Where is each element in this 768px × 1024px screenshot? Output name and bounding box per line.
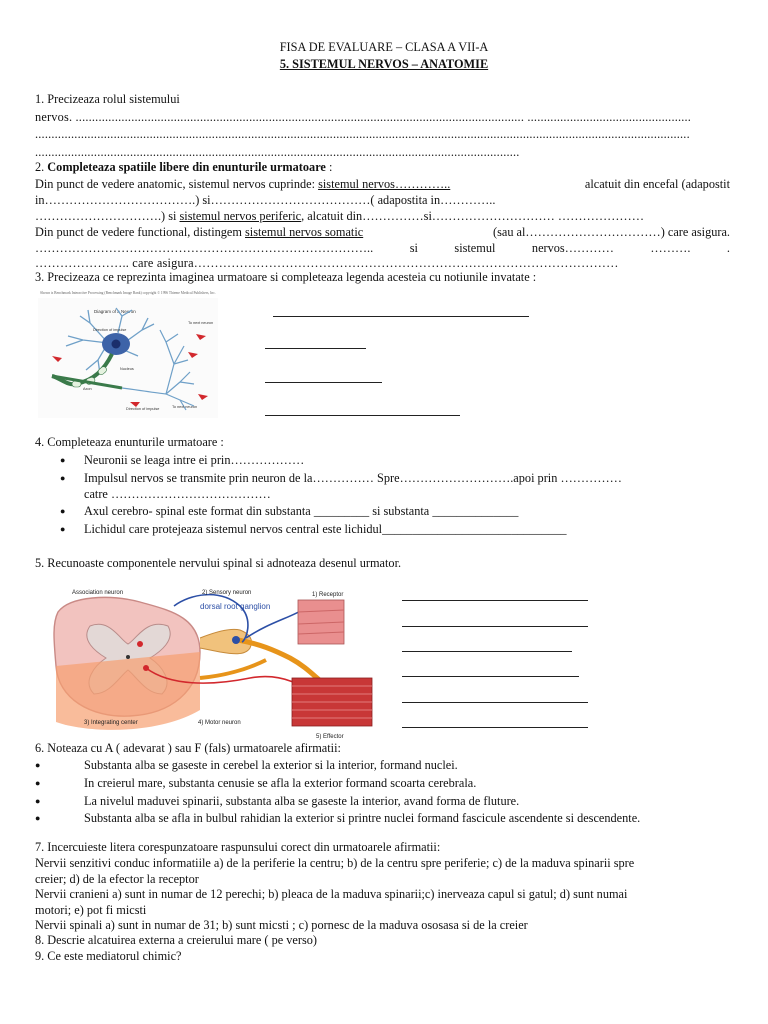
- q5-answer-line-1[interactable]: [402, 600, 588, 601]
- q4-heading: 4. Completeaza enunturile urmatoare :: [35, 435, 224, 449]
- bullet-icon: ●: [35, 813, 41, 823]
- q6-item-4: Substanta alba se afla in bulbul rahidian la exterior si printre nuclei formand fascicule ascendente si descendente.: [84, 811, 641, 825]
- q6-item-1: Substanta alba se gaseste in cerebel la exterior si la interior, formand nuclei.: [84, 758, 458, 772]
- neuron-label-next-1: To next neuron: [188, 321, 214, 325]
- q7-statement-b: Nervii cranieni a) sunt in numar de 12 perechi; b) pleaca de la maduva spinarii;c) inerveaza capul si gatul; d) sunt numai: [35, 887, 628, 901]
- q3-answer-line-4[interactable]: [265, 415, 460, 416]
- q4-item-1: Neuronii se leaga intre ei prin………………: [84, 453, 305, 467]
- label-integrating-center: 3) Integrating center: [84, 720, 138, 726]
- bullet-icon: ●: [60, 455, 66, 465]
- q2-line-5: ……………………………………………………………………….. si sistemul nervos………… ………. .: [35, 241, 730, 255]
- neuron-diagram-background: [38, 298, 218, 418]
- bullet-icon: ●: [35, 760, 41, 770]
- q4-item-4: Lichidul care protejeaza sistemul nervos central este lichidul______________________________: [84, 522, 567, 536]
- q6-item-3: La nivelul maduvei spinarii, substanta alba se gaseste la interior, avand forma de fluture.: [84, 794, 520, 808]
- q7-statement-a: Nervii senzitivi conduc informatiile a) de la periferie la centru; b) de la centru spre periferie; c) de la maduva spinarii spre: [35, 856, 635, 870]
- label-sensory-neuron: 2) Sensory neuron: [202, 590, 252, 596]
- q7-statement-c: Nervii spinali a) sunt in numar de 31; b) sunt micsti ; c) pornesc de la maduva ososasa si de la creier: [35, 918, 528, 932]
- effector-muscle: [292, 678, 372, 726]
- q1-answer-line-1: nervos. ......................................................................................................................................... ..................................................: [35, 110, 692, 124]
- worksheet-title: FISA DE EVALUARE – CLASA A VII-A: [279, 40, 489, 54]
- q9-text: 9. Ce este mediatorul chimic?: [35, 949, 182, 963]
- q3-text: 3. Precizeaza ce reprezinta imaginea urmatoare si completeaza legenda acesteia cu notiunile invatate :: [35, 270, 537, 284]
- bullet-icon: ●: [60, 506, 66, 516]
- q6-item-2: In creierul mare, substanta cenusie se afla la exterior formand scoarta cerebrala.: [84, 776, 477, 790]
- central-canal: [126, 655, 130, 659]
- worksheet-subtitle: 5. SISTEMUL NERVOS – ANATOMIE: [279, 57, 489, 71]
- neuron-label-nucleus: Nucleus: [120, 367, 134, 371]
- bullet-icon: ●: [35, 778, 41, 788]
- q2-line-4: Din punct de vedere functional, distingem sistemul nervos somatic (sau al……………………………) care asigura.: [35, 225, 730, 239]
- q7-statement-b-continued: motori; e) pot fi micsti: [35, 903, 147, 917]
- neuron-label-next-2: To next neuron: [172, 405, 198, 409]
- neuron-nucleus: [112, 340, 121, 349]
- q5-answer-line-2[interactable]: [402, 626, 588, 627]
- association-neuron-body: [137, 641, 143, 647]
- spinal-nerve-diagram: [50, 582, 380, 740]
- bullet-icon: ●: [35, 796, 41, 806]
- bullet-icon: ●: [60, 524, 66, 534]
- neuron-diagram: [38, 298, 218, 418]
- q2-line-1: Din punct de vedere anatomic, sistemul nervos cuprinde: sistemul nervos………….. alcatuit din encefal (adapostit: [35, 177, 730, 191]
- q2-line-6: ………………….. care asigura…………………………………………………………………………………………: [35, 256, 619, 270]
- q7-heading: 7. Incercuieste litera corespunzatoare raspunsului corect din urmatoarele afirmatii:: [35, 840, 441, 854]
- neuron-diagram-title: Diagram of a Neuron: [94, 309, 136, 314]
- q4-item-3: Axul cerebro- spinal este format din substanta _________ si substanta ______________: [84, 504, 519, 518]
- q3-image-caption: Shown is Benchmark Interactive Processing (Benchmark Image Bank) copyright © 1996 Thieme Medical Publishers, Inc.: [40, 291, 216, 295]
- q3-answer-line-3[interactable]: [265, 382, 382, 383]
- q6-heading: 6. Noteaza cu A ( adevarat ) sau F (fals) urmatoarele afirmatii:: [35, 741, 341, 755]
- q2-heading: 2. Completeaza spatiile libere din enunturile urmatoare :: [35, 160, 333, 174]
- label-motor-neuron: 4) Motor neuron: [198, 720, 241, 726]
- label-effector: 5) Effector: [316, 734, 344, 740]
- q1-answer-line-3: ....................................................................................................................................................: [35, 145, 520, 159]
- q3-answer-line-2[interactable]: [265, 348, 366, 349]
- neuron-label-direction-2: Direction of impulse: [126, 407, 160, 411]
- motor-neuron-body: [143, 665, 149, 671]
- q1-answer-line-2: ........................................................................................................................................................................................................: [35, 127, 690, 141]
- q3-answer-line-1[interactable]: [273, 316, 529, 317]
- label-dorsal-root-ganglion: dorsal root ganglion: [200, 602, 271, 611]
- neuron-label-direction: Direction of impulse: [93, 328, 127, 332]
- label-association-neuron: Association neuron: [72, 590, 124, 596]
- q5-answer-line-6[interactable]: [402, 727, 588, 728]
- q8-text: 8. Descrie alcatuirea externa a creierului mare ( pe verso): [35, 933, 317, 947]
- sensory-neuron-body: [232, 636, 240, 644]
- neuron-label-axon: Axon: [83, 387, 92, 391]
- receptor-skin: [298, 600, 344, 644]
- bullet-icon: ●: [60, 473, 66, 483]
- q5-heading: 5. Recunoaste componentele nervului spinal si adnoteaza desenul urmator.: [35, 556, 402, 570]
- q4-item-2-continued: catre …………………………………: [84, 487, 271, 501]
- q4-item-2: Impulsul nervos se transmite prin neuron de la…………… Spre……………………….apoi prin ……………: [84, 471, 622, 485]
- q1-text: 1. Precizeaza rolul sistemului: [35, 92, 180, 106]
- q2-line-3: ………………………….) si sistemul nervos periferic, alcatuit din……………si………………………… …………………: [35, 209, 645, 223]
- q5-answer-line-3[interactable]: [402, 651, 572, 652]
- label-receptor: 1) Receptor: [312, 592, 344, 598]
- q5-answer-line-4[interactable]: [402, 676, 579, 677]
- q7-statement-a-continued: creier; d) de la efector la receptor: [35, 872, 199, 886]
- q5-answer-line-5[interactable]: [402, 702, 588, 703]
- q2-line-2: in……………………………….) si…………………………………( adapostita in…………..: [35, 193, 496, 207]
